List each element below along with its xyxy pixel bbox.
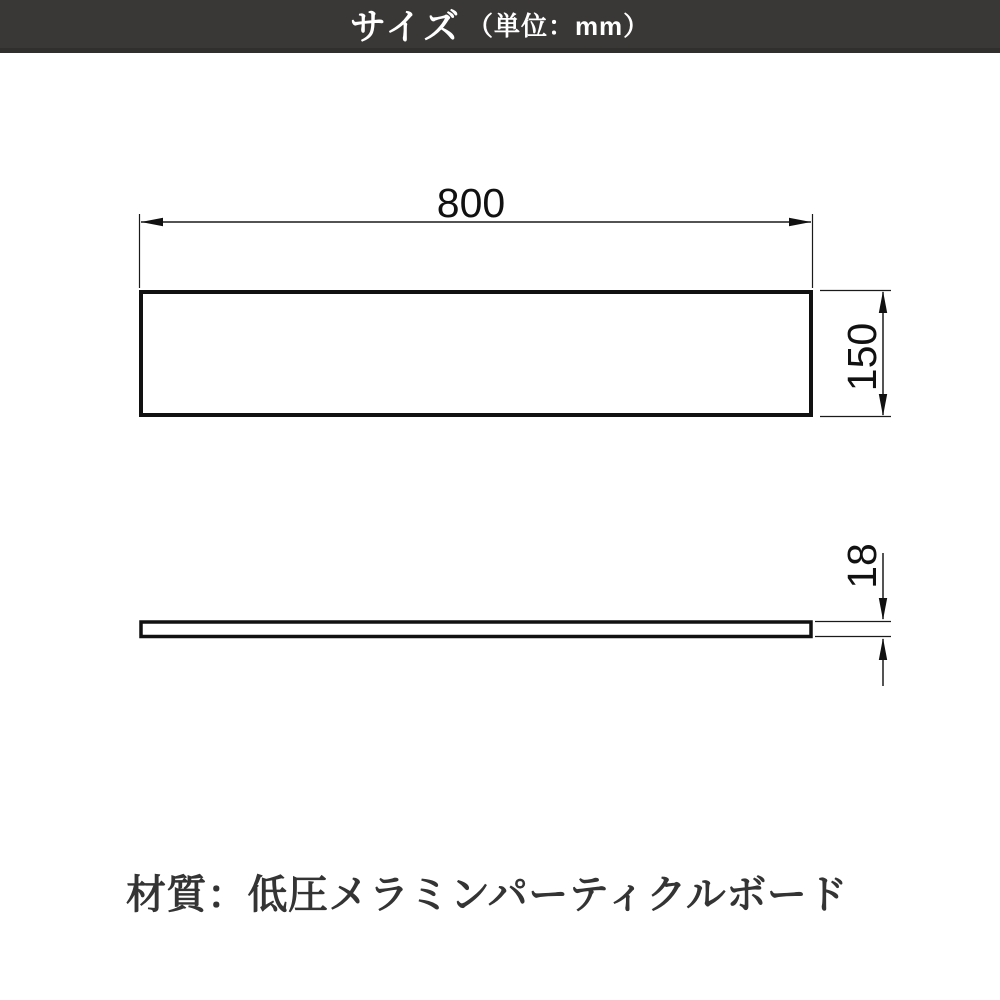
thickness-dimension: [815, 543, 891, 686]
arrowhead: [141, 218, 163, 226]
side-view-rect: [141, 622, 811, 637]
arrowhead: [879, 291, 887, 313]
height-dimension-label: 150: [839, 322, 885, 392]
arrowhead: [789, 218, 811, 226]
side-view: [141, 622, 811, 637]
height-dimension: [820, 291, 891, 417]
thickness-dimension-label: 18: [839, 543, 885, 589]
size-title: サイズ: [349, 5, 461, 47]
size-unit-label: （単位：mm）: [466, 10, 651, 41]
top-view-rect: [141, 292, 811, 415]
width-dimension-label: 800: [436, 180, 506, 226]
width-dimension: [140, 180, 813, 288]
arrowhead: [879, 598, 887, 620]
arrowhead: [879, 394, 887, 416]
material-note: 材質：低圧メラミンパーティクルボード: [126, 873, 848, 917]
arrowhead: [879, 638, 887, 660]
top-view: [141, 292, 811, 415]
